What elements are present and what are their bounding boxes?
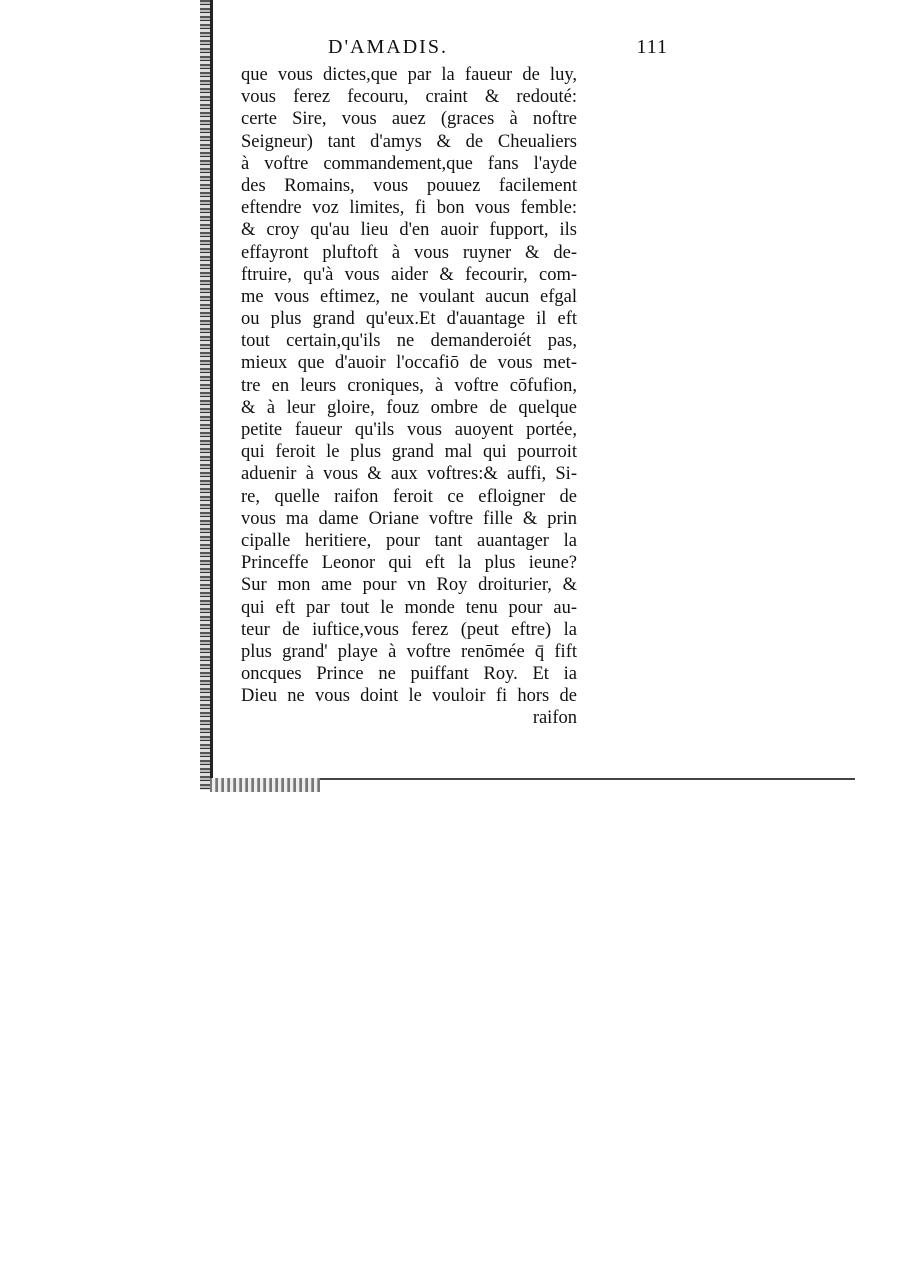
book-page (210, 0, 855, 780)
text-line: effayront pluftoft à vous ruyner & de- (241, 242, 577, 263)
text-line: aduenir à vous & aux voftres:& auffi, Si- (241, 464, 577, 485)
text-line: tre en leurs croniques, à voftre cōfufion, (241, 375, 577, 396)
text-line: certe Sire, vous auez (graces à noftre (241, 109, 577, 130)
text-line: Dieu ne vous doint le vouloir fi hors de (241, 686, 577, 707)
text-line: ou plus grand qu'eux.Et d'auantage il eft (241, 309, 577, 330)
text-line: que vous dictes,que par la faueur de luy, (241, 65, 577, 85)
text-line: & croy qu'au lieu d'en auoir fupport, ils (241, 220, 577, 241)
book-spine-left (200, 0, 210, 790)
text-line: vous ma dame Oriane voftre fille & prin (241, 508, 577, 529)
text-line: Princeffe Leonor qui eft la plus ieune? (241, 553, 577, 574)
text-line: me vous eftimez, ne voulant aucun efgal (241, 286, 577, 307)
text-line: des Romains, vous pouuez facilement (241, 175, 577, 196)
text-line: plus grand' playe à voftre renōmée q̄ fift (241, 641, 577, 662)
text-line: eftendre voz limites, fi bon vous femble: (241, 198, 577, 219)
scan-noise-bottom (210, 778, 320, 792)
text-line: Seigneur) tant d'amys & de Cheualiers (241, 131, 577, 152)
text-line: & à leur gloire, fouz ombre de quelque (241, 397, 577, 418)
text-line: cipalle heritiere, pour tant auantager la (241, 530, 577, 551)
running-title: D'AMADIS. (328, 36, 448, 58)
text-line: vous ferez fecouru, craint & redouté: (241, 87, 577, 108)
text-line: oncques Prince ne puiffant Roy. Et ia (241, 664, 577, 685)
text-line: Sur mon ame pour vn Roy droiturier, & (241, 575, 577, 596)
text-line: mieux que d'auoir l'occafiō de vous met- (241, 353, 577, 374)
body-text (241, 64, 577, 730)
text-line: tout certain,qu'ils ne demanderoiét pas, (241, 331, 577, 352)
text-line: qui eft par tout le monde tenu pour au- (241, 597, 577, 618)
text-line: ftruire, qu'à vous aider & fecourir, com- (241, 264, 577, 285)
page-number: 111 (636, 36, 668, 58)
book-scan (200, 0, 700, 800)
text-line: petite faueur qu'ils vous auoyent portée, (241, 420, 577, 440)
text-line: à voftre commandement,que fans l'ayde (241, 153, 577, 174)
text-line: teur de iuftice,vous ferez (peut eftre) la (241, 619, 577, 640)
text-line: re, quelle raifon feroit ce efloigner de (241, 486, 577, 507)
catchword: raifon (532, 708, 577, 729)
text-line: qui feroit le plus grand mal qui pourroit (241, 442, 577, 463)
